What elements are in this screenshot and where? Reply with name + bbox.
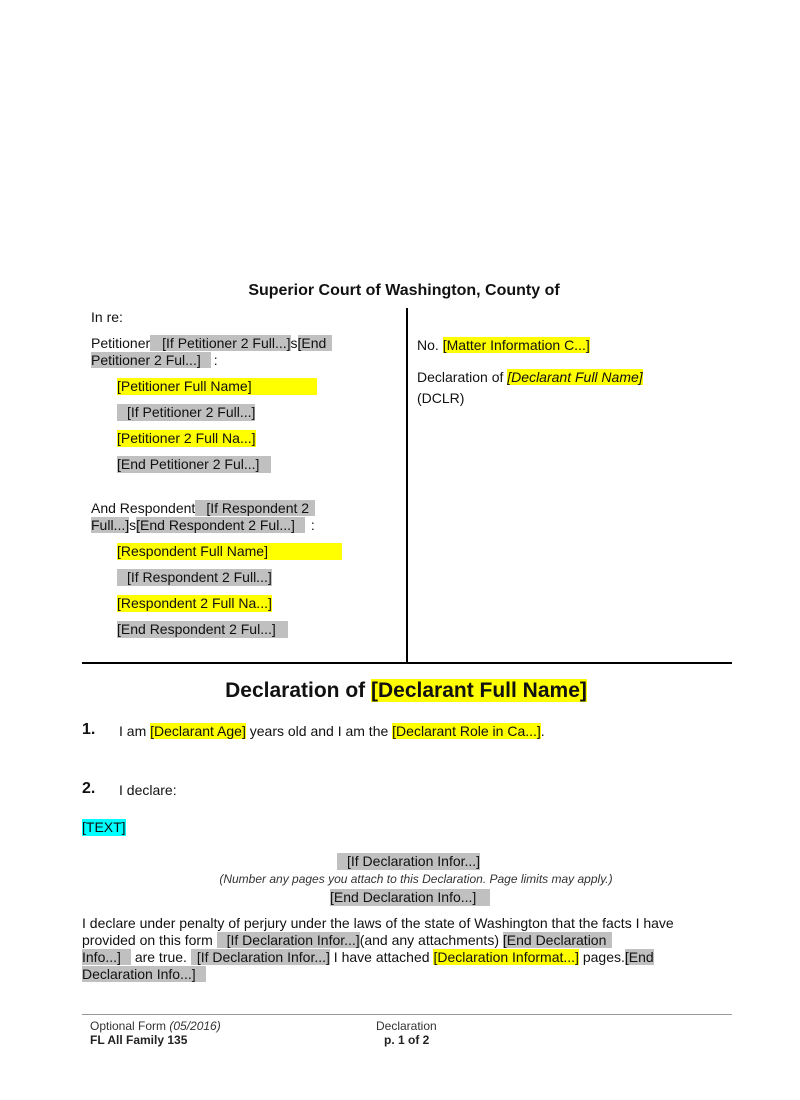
footer-doc-name: Declaration	[376, 1019, 437, 1033]
petitioner-line-2	[91, 352, 218, 369]
footer-optional-form-label: Optional Form	[90, 1019, 170, 1033]
attach-if-field[interactable]: [If Declaration Infor...]	[337, 853, 480, 870]
item-1-text-a: I am	[119, 723, 147, 739]
penalty-if-field-2[interactable]: [If Declaration Infor...]	[191, 949, 330, 965]
respondent-s: s	[129, 517, 137, 533]
court-title: Superior Court of Washington, County of	[248, 282, 560, 299]
petitioner-end-2-field-a[interactable]: [End	[298, 335, 333, 351]
attach-note: (Number any pages you attach to this Declaration. Page limits may apply.)	[219, 872, 613, 886]
penalty-end-field-1b[interactable]: Info...]	[82, 949, 131, 965]
petitioner-2-full-name-field[interactable]: [Petitioner 2 Full Na...]	[117, 430, 256, 446]
item-2-text: I declare:	[119, 782, 177, 798]
respondent-label: And Respondent	[91, 500, 196, 516]
footer-rule	[82, 1014, 732, 1015]
declarant-role-field[interactable]: [Declarant Role in Ca...]	[392, 723, 541, 739]
petitioner-end-2-field-b[interactable]: Petitioner 2 Ful...]	[91, 352, 211, 368]
declaration-information-field[interactable]: [Declaration Informat...]	[433, 949, 579, 965]
text-field[interactable]: [TEXT]	[82, 819, 126, 835]
declarant-age-field[interactable]: [Declarant Age]	[150, 723, 246, 739]
dclr-code: (DCLR)	[417, 390, 465, 406]
main-heading	[0, 677, 800, 705]
penalty-line-3-a: are true.	[134, 949, 187, 965]
respondent-if-2-field-b[interactable]: Full...]	[91, 517, 130, 533]
petitioner-colon: :	[213, 352, 218, 368]
item-1-number: 1.	[82, 721, 96, 738]
case-number-label: No.	[417, 337, 439, 353]
petitioner-s: s	[290, 335, 298, 351]
penalty-line-3	[82, 949, 654, 966]
respondent-colon: :	[310, 517, 315, 533]
caption-vertical-divider	[406, 308, 408, 664]
respondent-full-name-field[interactable]: [Respondent Full Name]	[117, 543, 342, 560]
in-re-label: In re:	[91, 309, 123, 325]
heading-declarant-name-field[interactable]: [Declarant Full Name]	[370, 679, 587, 702]
penalty-line-3-b: I have attached	[333, 949, 430, 965]
respondent-if-2-full-field[interactable]: [If Respondent 2 Full...]	[117, 569, 272, 586]
heading-prefix: Declaration of	[225, 679, 366, 702]
petitioner-label: Petitioner	[91, 335, 151, 351]
case-number-line	[417, 337, 590, 354]
document-title-line	[417, 369, 643, 386]
footer-page-number: p. 1 of 2	[384, 1033, 430, 1047]
declaration-of-label: Declaration of	[417, 369, 504, 385]
respondent-if-2-field-a[interactable]: [If Respondent 2	[195, 500, 315, 516]
petitioner-end-2-field[interactable]: [End Petitioner 2 Ful...]	[117, 456, 271, 473]
penalty-line-1: I declare under penalty of perjury under the laws of the state of Washington that the facts I have	[82, 915, 674, 931]
penalty-line-4	[82, 966, 206, 983]
item-1-text-b: years old and I am the	[249, 723, 389, 739]
item-2-number: 2.	[82, 780, 96, 797]
penalty-line-2	[82, 932, 612, 949]
petitioner-full-name-field[interactable]: [Petitioner Full Name]	[117, 378, 317, 395]
respondent-line-1	[91, 500, 315, 517]
respondent-line-2	[91, 517, 315, 534]
penalty-line-2-a: provided on this form	[82, 932, 213, 948]
footer-form-id: FL All Family 135	[90, 1033, 188, 1047]
penalty-end-field-2b[interactable]: Declaration Info...]	[82, 966, 206, 982]
caption-declarant-name-field[interactable]: [Declarant Full Name]	[507, 369, 643, 385]
respondent-2-full-name-field[interactable]: [Respondent 2 Full Na...]	[117, 595, 272, 611]
caption-bottom-rule	[82, 662, 732, 664]
penalty-end-field-1a[interactable]: [End Declaration	[503, 932, 613, 948]
respondent-end-2-field-a[interactable]: [End Respondent 2 Ful...]	[136, 517, 305, 533]
footer-form-date: (05/2016)	[169, 1019, 221, 1033]
item-1-text	[119, 723, 545, 740]
respondent-end-2-field[interactable]: [End Respondent 2 Ful...]	[117, 621, 288, 638]
penalty-end-field-2a[interactable]: [End	[624, 949, 654, 965]
petitioner-if-2-full-field[interactable]: [If Petitioner 2 Full...]	[117, 404, 255, 421]
petitioner-line-1	[91, 335, 332, 352]
petitioner-if-2-field[interactable]: [If Petitioner 2 Full...]	[150, 335, 290, 351]
attach-end-field[interactable]: [End Declaration Info...]	[330, 889, 490, 906]
penalty-line-2-b: (and any attachments)	[359, 932, 499, 948]
penalty-if-field-1[interactable]: [If Declaration Infor...]	[217, 932, 360, 948]
item-1-period: .	[540, 723, 545, 739]
matter-information-field[interactable]: [Matter Information C...]	[442, 337, 590, 353]
penalty-line-3-c: pages.	[582, 949, 625, 965]
footer-optional-form	[90, 1019, 221, 1033]
